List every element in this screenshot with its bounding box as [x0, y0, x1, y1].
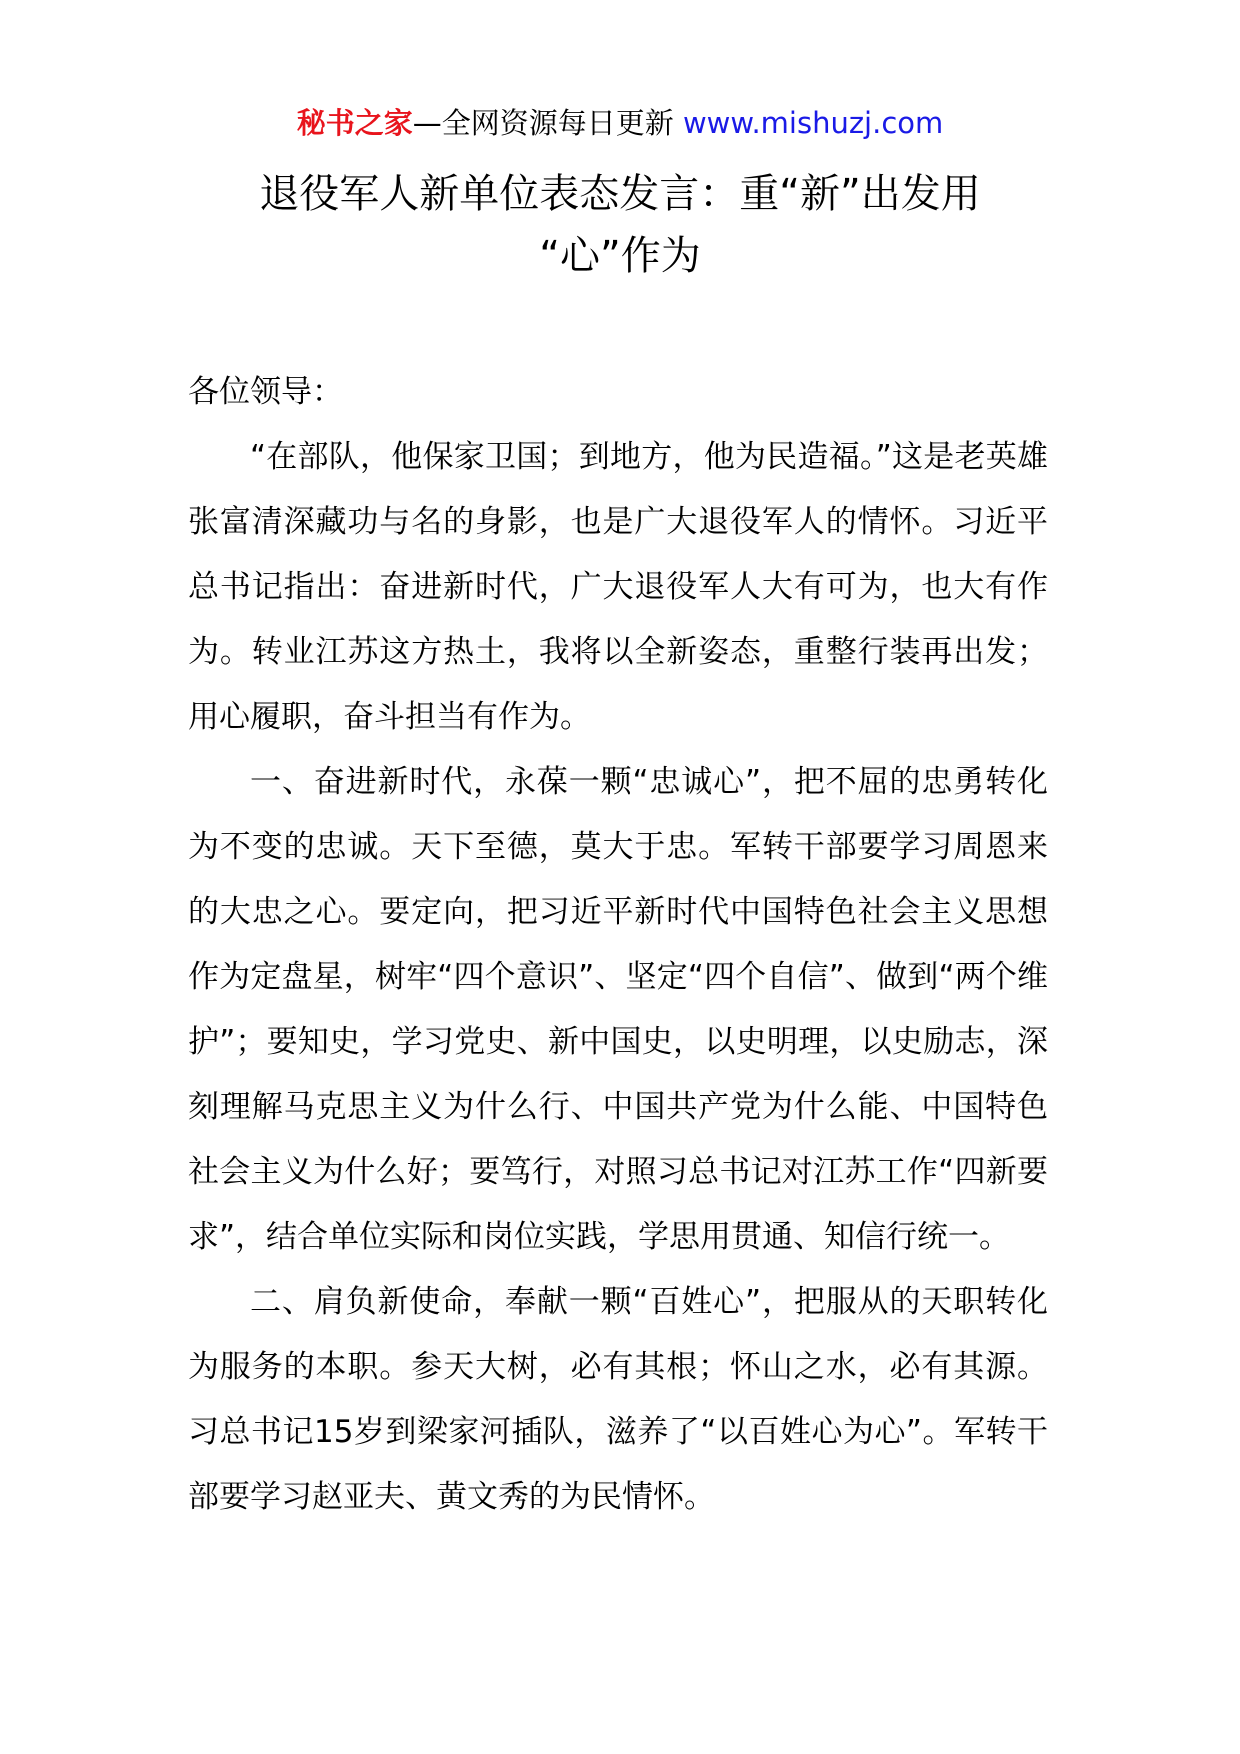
- site-tagline: —全网资源每日更新: [412, 106, 683, 140]
- title-line-2: “心”作为: [539, 233, 701, 279]
- paragraph-section-2: 二、肩负新使命，奉献一颗“百姓心”，把服从的天职转化为服务的本职。参天大树，必有其根；怀山之水，必有其源。习总书记15岁到梁家河插队，滋养了“以百姓心为心”。军转干部要学习赵亚夫、黄文秀的为民情怀。: [188, 1284, 1048, 1515]
- document-body: [188, 360, 1048, 1530]
- paragraph-section-1: 一、奋进新时代，永葆一颗“忠诚心”，把不屈的忠勇转化为不变的忠诚。天下至德，莫大于忠。军转干部要学习周恩来的大忠之心。要定向，把习近平新时代中国特色社会主义思想作为定盘星，树牢“四个意识”、坚定“四个自信”、做到“两个维护”；要知史，学习党史、新中国史，以史明理，以史励志，深刻理解马克思主义为什么行、中国共产党为什么能、中国特色社会主义为什么好；要笃行，对照习总书记对江苏工作“四新要求”，结合单位实际和岗位实践，学思用贯通、知信行统一。: [188, 764, 1048, 1255]
- site-brand: 秘书之家: [296, 106, 413, 140]
- paragraph-intro: “在部队，他保家卫国；到地方，他为民造福。”这是老英雄张富清深藏功与名的身影，也是广大退役军人的情怀。习近平总书记指出：奋进新时代，广大退役军人大有可为，也大有作为。转业江苏这方热土，我将以全新姿态，重整行装再出发；用心履职，奋斗担当有作为。: [188, 439, 1048, 735]
- title-line-1: 退役军人新单位表态发言：重“新”出发用: [259, 171, 981, 217]
- site-url-link[interactable]: www.mishuzj.com: [682, 106, 944, 140]
- document-title: [150, 163, 1090, 287]
- salutation: 各位领导：: [188, 374, 343, 410]
- site-header: [0, 103, 1240, 143]
